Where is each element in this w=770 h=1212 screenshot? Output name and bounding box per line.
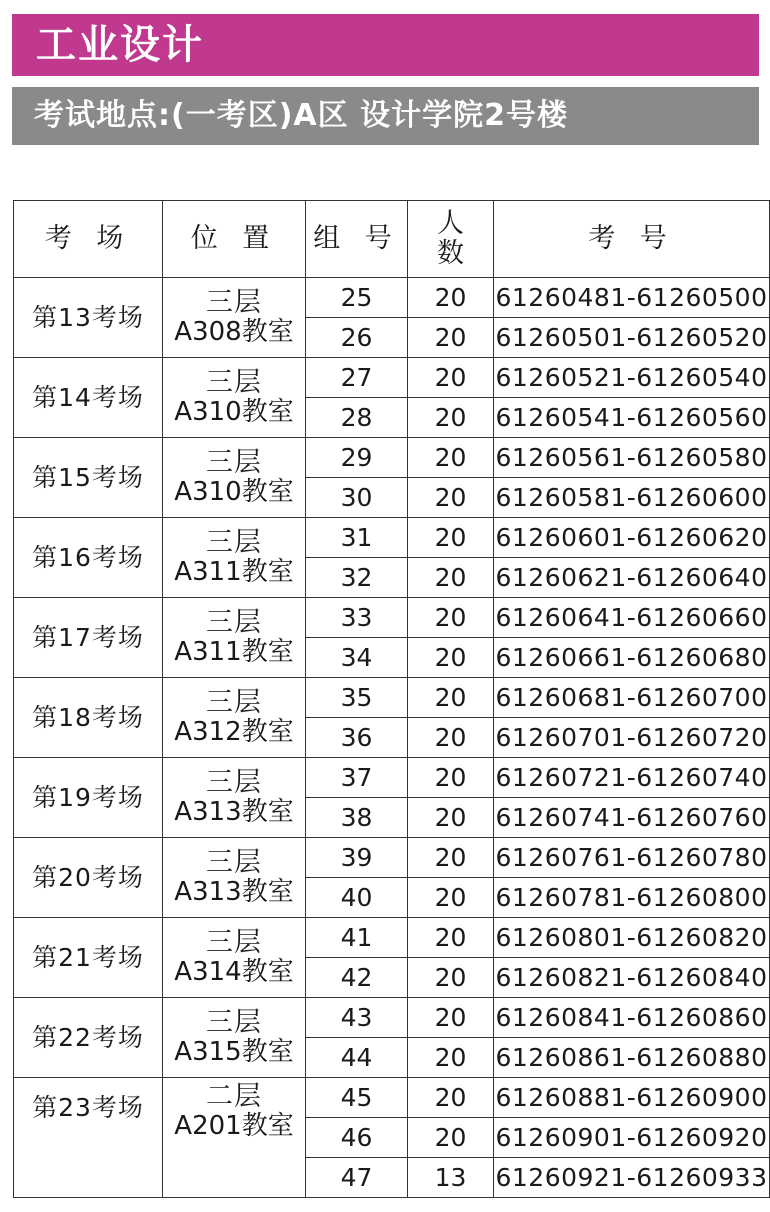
table-row [14, 998, 770, 1038]
title-banner [12, 14, 759, 76]
group-number-cell: 42 [306, 958, 408, 998]
group-number-cell: 28 [306, 398, 408, 438]
classroom-label: A311教室 [174, 557, 294, 588]
group-number-cell: 34 [306, 638, 408, 678]
exam-number-range-cell: 61260521-61260540 [494, 358, 770, 398]
exam-number-range-cell: 61260721-61260740 [494, 758, 770, 798]
group-number-cell: 44 [306, 1038, 408, 1078]
exam-number-range-cell: 61260881-61260900 [494, 1078, 770, 1118]
exam-room-table [13, 200, 770, 1198]
exam-number-range-cell: 61260741-61260760 [494, 798, 770, 838]
student-count-cell: 20 [408, 758, 494, 798]
header-count-line1: 人 [437, 208, 464, 240]
room-name-cell: 第18考场 [14, 678, 163, 758]
student-count-cell: 13 [408, 1158, 494, 1198]
table-row [14, 278, 770, 318]
group-number-cell: 39 [306, 838, 408, 878]
exam-number-range-cell: 61260641-61260660 [494, 598, 770, 638]
student-count-cell: 20 [408, 1038, 494, 1078]
table-body [14, 278, 770, 1198]
exam-number-range-cell: 61260661-61260680 [494, 638, 770, 678]
group-number-cell: 27 [306, 358, 408, 398]
group-number-cell: 41 [306, 918, 408, 958]
group-number-cell: 31 [306, 518, 408, 558]
student-count-cell: 20 [408, 318, 494, 358]
student-count-cell: 20 [408, 838, 494, 878]
exam-number-range-cell: 61260841-61260860 [494, 998, 770, 1038]
group-number-cell: 25 [306, 278, 408, 318]
exam-number-range-cell: 61260761-61260780 [494, 838, 770, 878]
exam-number-range-cell: 61260921-61260933 [494, 1158, 770, 1198]
classroom-label: A311教室 [174, 637, 294, 668]
classroom-label: A310教室 [174, 477, 294, 508]
classroom-label: A308教室 [174, 317, 294, 348]
exam-number-range-cell: 61260801-61260820 [494, 918, 770, 958]
student-count-cell: 20 [408, 558, 494, 598]
table-header-row [14, 201, 770, 278]
student-count-cell: 20 [408, 998, 494, 1038]
classroom-label: A315教室 [174, 1037, 294, 1068]
floor-label: 二层 [206, 1081, 262, 1112]
group-number-cell: 29 [306, 438, 408, 478]
exam-location: 考试地点:(一考区)A区 设计学院2号楼 [34, 98, 568, 133]
room-location-cell [163, 1078, 306, 1198]
student-count-cell: 20 [408, 638, 494, 678]
room-location-cell [163, 358, 306, 438]
room-location-cell [163, 918, 306, 998]
table-row [14, 438, 770, 478]
floor-label: 三层 [206, 287, 262, 319]
room-location-cell [163, 518, 306, 598]
student-count-cell: 20 [408, 358, 494, 398]
room-name-cell: 第22考场 [14, 998, 163, 1078]
student-count-cell: 20 [408, 1118, 494, 1158]
student-count-cell: 20 [408, 878, 494, 918]
group-number-cell: 36 [306, 718, 408, 758]
floor-label: 三层 [206, 767, 262, 799]
classroom-label: A312教室 [174, 717, 294, 748]
table-row [14, 918, 770, 958]
room-location-cell [163, 998, 306, 1078]
exam-number-range-cell: 61260581-61260600 [494, 478, 770, 518]
group-number-cell: 43 [306, 998, 408, 1038]
group-number-cell: 30 [306, 478, 408, 518]
classroom-label: A313教室 [174, 797, 294, 828]
header-count-line2: 数 [437, 238, 464, 269]
table-row [14, 358, 770, 398]
group-number-cell: 32 [306, 558, 408, 598]
table-row [14, 838, 770, 878]
student-count-cell: 20 [408, 918, 494, 958]
student-count-cell: 20 [408, 438, 494, 478]
student-count-cell: 20 [408, 1078, 494, 1118]
floor-label: 三层 [206, 687, 262, 719]
room-name-cell: 第23考场 [14, 1078, 163, 1198]
student-count-cell: 20 [408, 678, 494, 718]
classroom-label: A313教室 [174, 877, 294, 908]
exam-number-range-cell: 61260541-61260560 [494, 398, 770, 438]
header-exam-number: 考 号 [494, 201, 770, 278]
group-number-cell: 35 [306, 678, 408, 718]
floor-label: 三层 [206, 527, 262, 559]
table-row [14, 758, 770, 798]
table-row [14, 518, 770, 558]
student-count-cell: 20 [408, 398, 494, 438]
floor-label: 三层 [206, 607, 262, 639]
floor-label: 三层 [206, 447, 262, 479]
floor-label: 三层 [206, 367, 262, 399]
exam-number-range-cell: 61260901-61260920 [494, 1118, 770, 1158]
classroom-label: A201教室 [174, 1110, 294, 1141]
group-number-cell: 38 [306, 798, 408, 838]
student-count-cell: 20 [408, 798, 494, 838]
classroom-label: A314教室 [174, 957, 294, 988]
student-count-cell: 20 [408, 958, 494, 998]
group-number-cell: 33 [306, 598, 408, 638]
exam-number-range-cell: 61260681-61260700 [494, 678, 770, 718]
room-name-cell: 第17考场 [14, 598, 163, 678]
table-row [14, 678, 770, 718]
exam-number-range-cell: 61260561-61260580 [494, 438, 770, 478]
exam-number-range-cell: 61260621-61260640 [494, 558, 770, 598]
exam-number-range-cell: 61260481-61260500 [494, 278, 770, 318]
student-count-cell: 20 [408, 518, 494, 558]
room-name-cell: 第19考场 [14, 758, 163, 838]
floor-label: 三层 [206, 927, 262, 959]
room-location-cell [163, 838, 306, 918]
group-number-cell: 47 [306, 1158, 408, 1198]
room-name-cell: 第15考场 [14, 438, 163, 518]
classroom-label: A310教室 [174, 397, 294, 428]
floor-label: 三层 [206, 1007, 262, 1039]
page-title: 工业设计 [36, 22, 204, 68]
group-number-cell: 46 [306, 1118, 408, 1158]
room-location-cell [163, 678, 306, 758]
student-count-cell: 20 [408, 598, 494, 638]
exam-number-range-cell: 61260601-61260620 [494, 518, 770, 558]
room-name-cell: 第14考场 [14, 358, 163, 438]
table-row [14, 1078, 770, 1118]
student-count-cell: 20 [408, 478, 494, 518]
group-number-cell: 37 [306, 758, 408, 798]
room-location-cell [163, 278, 306, 358]
exam-number-range-cell: 61260861-61260880 [494, 1038, 770, 1078]
table-row [14, 598, 770, 638]
exam-number-range-cell: 61260501-61260520 [494, 318, 770, 358]
room-name-cell: 第13考场 [14, 278, 163, 358]
header-room: 考 场 [14, 201, 163, 278]
location-banner [12, 87, 759, 145]
room-location-cell [163, 438, 306, 518]
header-group: 组 号 [306, 201, 408, 278]
student-count-cell: 20 [408, 278, 494, 318]
group-number-cell: 26 [306, 318, 408, 358]
exam-number-range-cell: 61260701-61260720 [494, 718, 770, 758]
student-count-cell: 20 [408, 718, 494, 758]
header-count [408, 201, 494, 278]
header-position: 位 置 [163, 201, 306, 278]
group-number-cell: 40 [306, 878, 408, 918]
floor-label: 三层 [206, 847, 262, 879]
room-name-cell: 第20考场 [14, 838, 163, 918]
room-location-cell [163, 598, 306, 678]
room-name-cell: 第16考场 [14, 518, 163, 598]
room-location-cell [163, 758, 306, 838]
room-name-cell: 第21考场 [14, 918, 163, 998]
exam-number-range-cell: 61260821-61260840 [494, 958, 770, 998]
group-number-cell: 45 [306, 1078, 408, 1118]
exam-number-range-cell: 61260781-61260800 [494, 878, 770, 918]
